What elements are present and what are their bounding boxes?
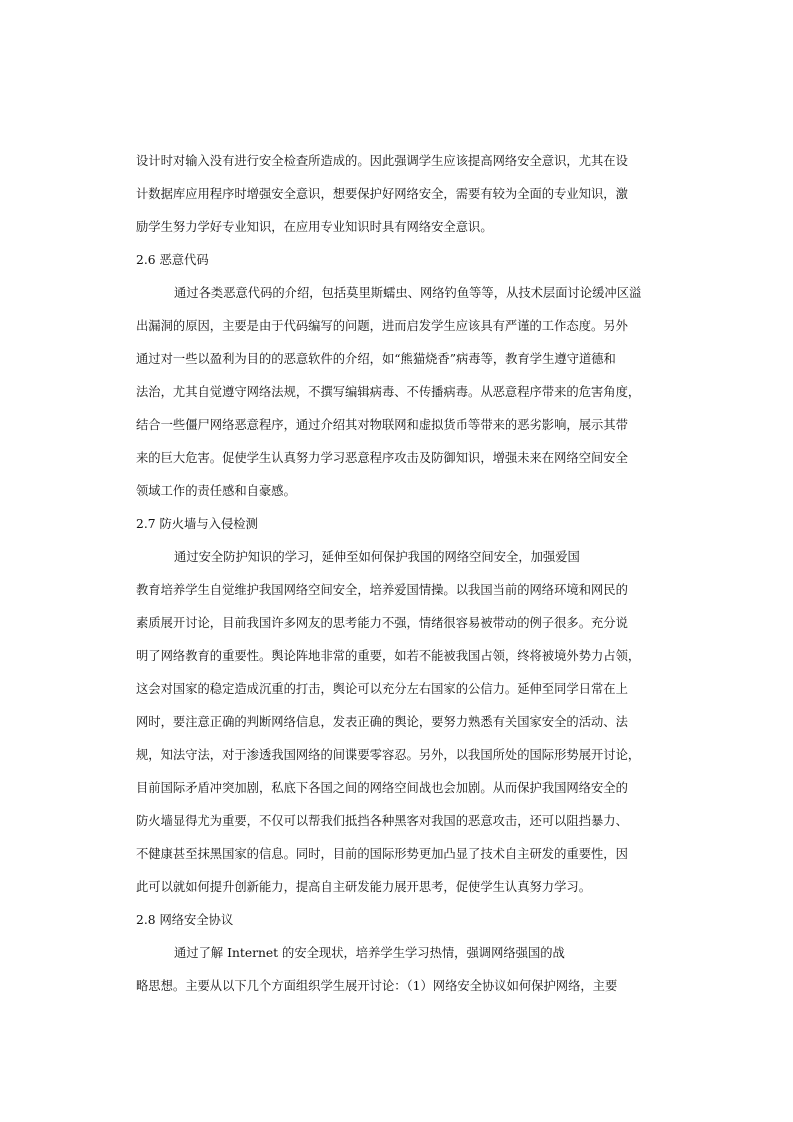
paragraph-line: 防火墙显得尤为重要，不仅可以帮我们抵挡各种黑客对我国的恶意攻击，还可以阻挡暴力、: [136, 814, 628, 828]
paragraph-line: 计数据库应用程序时增强安全意识，想要保护好网络安全，需要有较为全面的专业知识，激: [136, 187, 628, 201]
paragraph-line: 领域工作的责任感和自豪感。: [136, 484, 296, 498]
paragraph-line: 通过了解 Internet 的安全现状，培养学生学习热情，强调网络强国的战: [174, 946, 565, 960]
paragraph-line: 通过对一些以盈利为目的的恶意软件的介绍，如“熊猫烧香”病毒等，教育学生遵守道德和: [136, 352, 616, 366]
paragraph-line: 目前国际矛盾冲突加剧，私底下各国之间的网络空间战也会加剧。从而保护我国网络安全的: [136, 781, 628, 795]
paragraph-line: 励学生努力学好专业知识，在应用专业知识时具有网络安全意识。: [136, 220, 493, 234]
paragraph-line: 出漏洞的原因，主要是由于代码编写的问题，进而启发学生应该具有严谨的工作态度。另外: [136, 319, 628, 333]
paragraph-line: 这会对国家的稳定造成沉重的打击，舆论可以充分左右国家的公信力。延伸至同学日常在上: [136, 682, 628, 696]
paragraph-line: 来的巨大危害。促使学生认真努力学习恶意程序攻击及防御知识，增强未来在网络空间安全: [136, 451, 628, 465]
paragraph-line: 此可以就如何提升创新能力，提高自主研发能力展开思考，促使学生认真努力学习。: [136, 880, 591, 894]
paragraph-line: 明了网络教育的重要性。舆论阵地非常的重要，如若不能被我国占领，终将被境外势力占领，: [136, 649, 641, 663]
paragraph-line: 略思想。主要从以下几个方面组织学生展开讨论：（1）网络安全协议如何保护网络，主要: [136, 979, 618, 993]
paragraph-line: 网时，要注意正确的判断网络信息，发表正确的舆论，要努力熟悉有关国家安全的活动、法: [136, 715, 628, 729]
paragraph-line: 不健康甚至抹黑国家的信息。同时，目前的国际形势更加凸显了技术自主研发的重要性，因: [136, 847, 628, 861]
section-heading-2-8: 2.8 网络安全协议: [136, 913, 234, 927]
paragraph-line: 素质展开讨论，目前我国许多网友的思考能力不强，情绪很容易被带动的例子很多。充分说: [136, 616, 628, 630]
paragraph-line: 法治，尤其自觉遵守网络法规，不撰写编辑病毒、不传播病毒。从恶意程序带来的危害角度，: [136, 385, 641, 399]
paragraph-line: 结合一些僵尸网络恶意程序，通过介绍其对物联网和虚拟货币等带来的恶劣影响，展示其带: [136, 418, 628, 432]
paragraph-line: 教育培养学生自觉维护我国网络空间安全，培养爱国情操。以我国当前的网络环境和网民的: [136, 583, 628, 597]
paragraph-line: 通过安全防护知识的学习，延伸至如何保护我国的网络空间安全，加强爱国: [174, 550, 580, 564]
paragraph-line: 设计时对输入没有进行安全检查所造成的。因此强调学生应该提高网络安全意识，尤其在设: [136, 154, 628, 168]
paragraph-line: 规，知法守法，对于渗透我国网络的间谍要零容忍。另外，以我国所处的国际形势展开讨论，: [136, 748, 641, 762]
paragraph-line: 通过各类恶意代码的介绍，包括莫里斯蠕虫、网络钓鱼等等，从技术层面讨论缓冲区溢: [174, 286, 642, 300]
section-heading-2-6: 2.6 恶意代码: [136, 253, 209, 267]
section-heading-2-7: 2.7 防火墙与入侵检测: [136, 517, 258, 531]
